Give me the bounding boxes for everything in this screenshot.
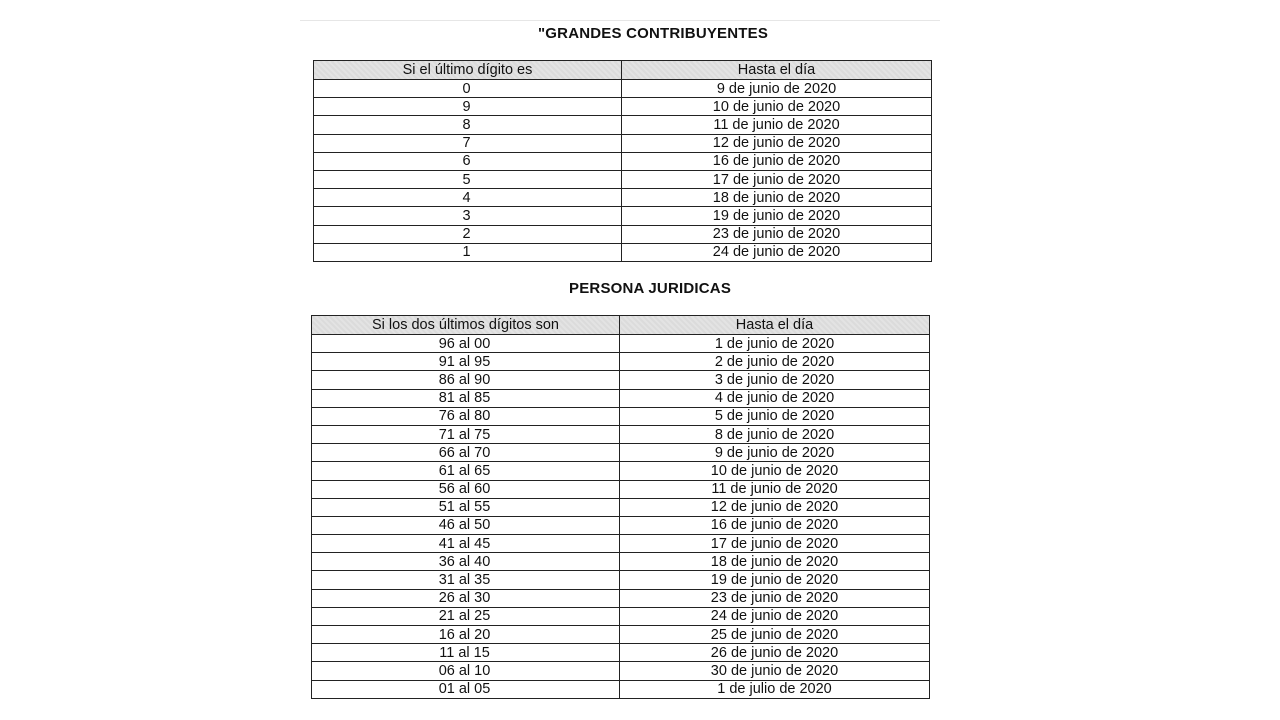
digit-cell: 5 xyxy=(314,170,622,188)
date-cell: 17 de junio de 2020 xyxy=(622,170,932,188)
table-row xyxy=(312,553,930,571)
table-row xyxy=(314,80,932,98)
table-row xyxy=(312,607,930,625)
table-header-row xyxy=(314,61,932,80)
table-row xyxy=(314,152,932,170)
digit-cell: 3 xyxy=(314,207,622,225)
table-row xyxy=(314,225,932,243)
date-cell: 2 de junio de 2020 xyxy=(620,353,930,371)
page-top-rule xyxy=(300,20,940,21)
table-row xyxy=(314,170,932,188)
table-row xyxy=(314,207,932,225)
date-cell: 12 de junio de 2020 xyxy=(620,498,930,516)
table-row xyxy=(312,644,930,662)
persona-juridicas-table xyxy=(311,315,930,699)
date-cell: 10 de junio de 2020 xyxy=(622,98,932,116)
date-cell: 3 de junio de 2020 xyxy=(620,371,930,389)
date-cell: 16 de junio de 2020 xyxy=(622,152,932,170)
table-row xyxy=(312,371,930,389)
table-row xyxy=(312,425,930,443)
digit-cell: 9 xyxy=(314,98,622,116)
date-cell: 25 de junio de 2020 xyxy=(620,626,930,644)
table-row xyxy=(312,353,930,371)
digit-cell: 31 al 35 xyxy=(312,571,620,589)
table-row xyxy=(312,680,930,698)
date-cell: 1 de julio de 2020 xyxy=(620,680,930,698)
table-row xyxy=(312,444,930,462)
digit-cell: 56 al 60 xyxy=(312,480,620,498)
digit-cell: 4 xyxy=(314,189,622,207)
table-row xyxy=(314,98,932,116)
digit-cell: 41 al 45 xyxy=(312,535,620,553)
digit-cell: 11 al 15 xyxy=(312,644,620,662)
table-row xyxy=(314,134,932,152)
digit-cell: 71 al 75 xyxy=(312,425,620,443)
digit-cell: 86 al 90 xyxy=(312,371,620,389)
digit-cell: 91 al 95 xyxy=(312,353,620,371)
date-cell: 17 de junio de 2020 xyxy=(620,535,930,553)
digit-cell: 76 al 80 xyxy=(312,407,620,425)
table-row xyxy=(312,389,930,407)
date-cell: 1 de junio de 2020 xyxy=(620,335,930,353)
header-digits: Si los dos últimos dígitos son xyxy=(312,316,620,335)
digit-cell: 51 al 55 xyxy=(312,498,620,516)
digit-cell: 2 xyxy=(314,225,622,243)
date-cell: 4 de junio de 2020 xyxy=(620,389,930,407)
date-cell: 19 de junio de 2020 xyxy=(622,207,932,225)
table-row xyxy=(314,243,932,261)
table-row xyxy=(314,116,932,134)
digit-cell: 16 al 20 xyxy=(312,626,620,644)
table-row xyxy=(312,462,930,480)
date-cell: 23 de junio de 2020 xyxy=(620,589,930,607)
date-cell: 8 de junio de 2020 xyxy=(620,425,930,443)
date-cell: 11 de junio de 2020 xyxy=(622,116,932,134)
grandes-contribuyentes-table xyxy=(313,60,932,262)
table-row xyxy=(312,498,930,516)
date-cell: 11 de junio de 2020 xyxy=(620,480,930,498)
date-cell: 9 de junio de 2020 xyxy=(620,444,930,462)
date-cell: 24 de junio de 2020 xyxy=(620,607,930,625)
table-row xyxy=(312,480,930,498)
date-cell: 19 de junio de 2020 xyxy=(620,571,930,589)
table-header-row xyxy=(312,316,930,335)
table-row xyxy=(312,407,930,425)
digit-cell: 61 al 65 xyxy=(312,462,620,480)
digit-cell: 7 xyxy=(314,134,622,152)
date-cell: 12 de junio de 2020 xyxy=(622,134,932,152)
header-date: Hasta el día xyxy=(622,61,932,80)
grandes-contribuyentes-rows xyxy=(314,80,932,262)
table-row xyxy=(312,589,930,607)
header-date: Hasta el día xyxy=(620,316,930,335)
digit-cell: 6 xyxy=(314,152,622,170)
digit-cell: 21 al 25 xyxy=(312,607,620,625)
header-digit: Si el último dígito es xyxy=(314,61,622,80)
persona-juridicas-title: PERSONA JURIDICAS xyxy=(569,280,732,297)
digit-cell: 26 al 30 xyxy=(312,589,620,607)
digit-cell: 46 al 50 xyxy=(312,516,620,534)
digit-cell: 06 al 10 xyxy=(312,662,620,680)
persona-juridicas-rows xyxy=(312,335,930,699)
date-cell: 9 de junio de 2020 xyxy=(622,80,932,98)
date-cell: 18 de junio de 2020 xyxy=(622,189,932,207)
table-row xyxy=(312,335,930,353)
table-row xyxy=(312,516,930,534)
digit-cell: 01 al 05 xyxy=(312,680,620,698)
date-cell: 23 de junio de 2020 xyxy=(622,225,932,243)
digit-cell: 1 xyxy=(314,243,622,261)
date-cell: 18 de junio de 2020 xyxy=(620,553,930,571)
digit-cell: 36 al 40 xyxy=(312,553,620,571)
date-cell: 10 de junio de 2020 xyxy=(620,462,930,480)
date-cell: 30 de junio de 2020 xyxy=(620,662,930,680)
table-row xyxy=(314,189,932,207)
table-row xyxy=(312,571,930,589)
digit-cell: 96 al 00 xyxy=(312,335,620,353)
digit-cell: 66 al 70 xyxy=(312,444,620,462)
date-cell: 26 de junio de 2020 xyxy=(620,644,930,662)
digit-cell: 8 xyxy=(314,116,622,134)
grandes-contribuyentes-title: "GRANDES CONTRIBUYENTES xyxy=(538,25,769,42)
table-row xyxy=(312,662,930,680)
date-cell: 24 de junio de 2020 xyxy=(622,243,932,261)
table-row xyxy=(312,626,930,644)
table-row xyxy=(312,535,930,553)
digit-cell: 0 xyxy=(314,80,622,98)
digit-cell: 81 al 85 xyxy=(312,389,620,407)
date-cell: 5 de junio de 2020 xyxy=(620,407,930,425)
date-cell: 16 de junio de 2020 xyxy=(620,516,930,534)
